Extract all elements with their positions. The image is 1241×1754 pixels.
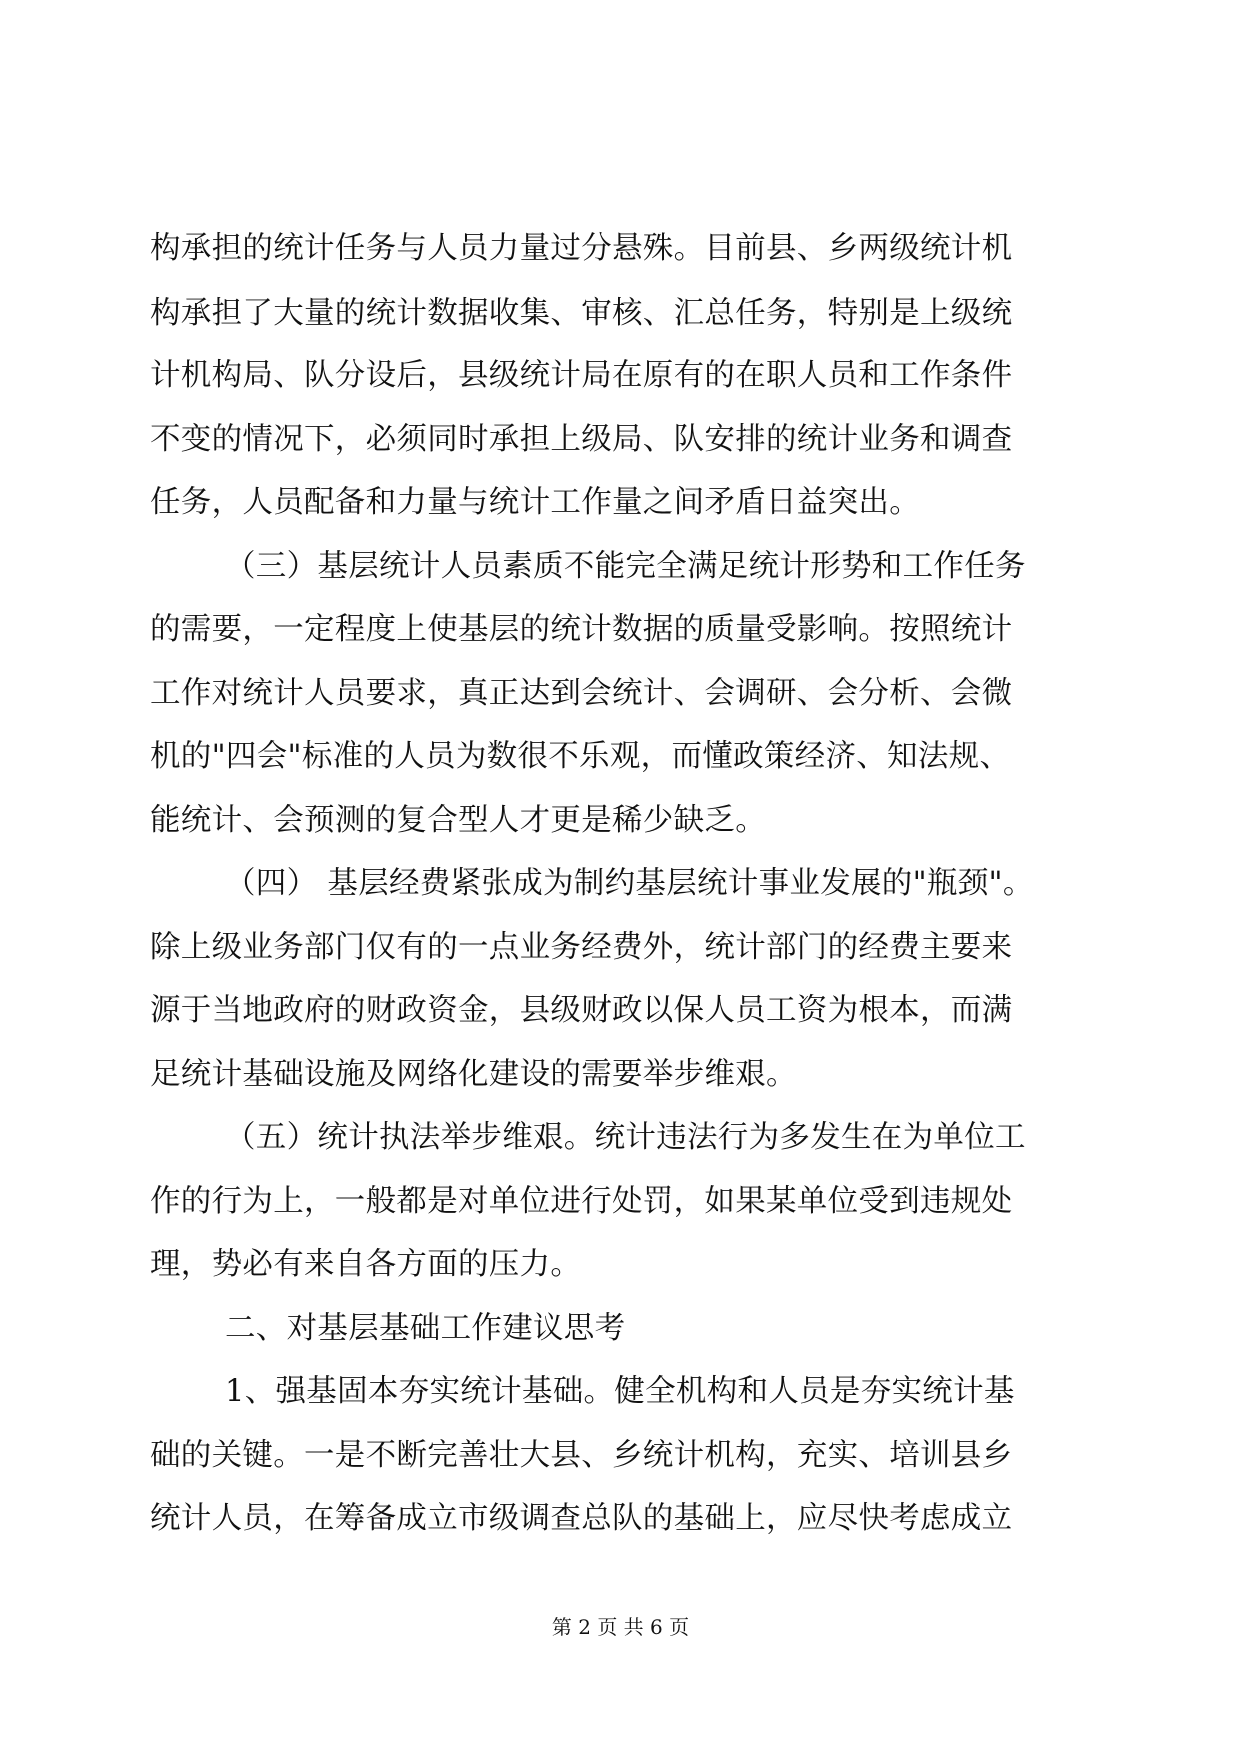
body-text-line: 工作对统计人员要求，真正达到会统计、会调研、会分析、会微 (150, 676, 1013, 711)
body-text-line: 机的"四会"标准的人员为数很不乐观，而懂政策经济、知法规、 (150, 739, 1011, 774)
body-text-line: 构承担了大量的统计数据收集、审核、汇总任务，特别是上级统 (150, 296, 1013, 331)
body-text-line: 源于当地政府的财政资金，县级财政以保人员工资为根本，而满 (150, 993, 1013, 1028)
section-heading-line: （三）基层统计人员素质不能完全满足统计形势和工作任务 (225, 549, 1026, 584)
body-text-line: 能统计、会预测的复合型人才更是稀少缺乏。 (150, 803, 766, 838)
body-text-line: 除上级业务部门仅有的一点业务经费外，统计部门的经费主要来 (150, 930, 1013, 965)
section-heading-line: 二、对基层基础工作建议思考 (225, 1311, 626, 1346)
body-text-line: 础的关键。一是不断完善壮大县、乡统计机构，充实、培训县乡 (150, 1438, 1013, 1473)
section-heading-line: 1、强基固本夯实统计基础。健全机构和人员是夯实统计基 (225, 1374, 1015, 1409)
body-text-line: 构承担的统计任务与人员力量过分悬殊。目前县、乡两级统计机 (150, 231, 1013, 266)
body-text-line: 理，势必有来自各方面的压力。 (150, 1247, 582, 1282)
body-text-line: 不变的情况下，必须同时承担上级局、队安排的统计业务和调查 (150, 422, 1013, 457)
section-heading-line: （四） 基层经费紧张成为制约基层统计事业发展的"瓶颈"。 (225, 866, 1034, 901)
section-heading-line: （五）统计执法举步维艰。统计违法行为多发生在为单位工 (225, 1120, 1026, 1155)
body-text-line: 计机构局、队分设后，县级统计局在原有的在职人员和工作条件 (150, 358, 1013, 393)
page-number-footer: 第 2 页 共 6 页 (551, 1615, 690, 1639)
body-text-line: 的需要，一定程度上使基层的统计数据的质量受影响。按照统计 (150, 612, 1013, 647)
body-text-line: 任务，人员配备和力量与统计工作量之间矛盾日益突出。 (150, 485, 920, 520)
body-text-line: 足统计基础设施及网络化建设的需要举步维艰。 (150, 1057, 797, 1092)
body-text-line: 作的行为上，一般都是对单位进行处罚，如果某单位受到违规处 (150, 1184, 1013, 1219)
body-text-line: 统计人员，在筹备成立市级调查总队的基础上，应尽快考虑成立 (150, 1501, 1013, 1536)
